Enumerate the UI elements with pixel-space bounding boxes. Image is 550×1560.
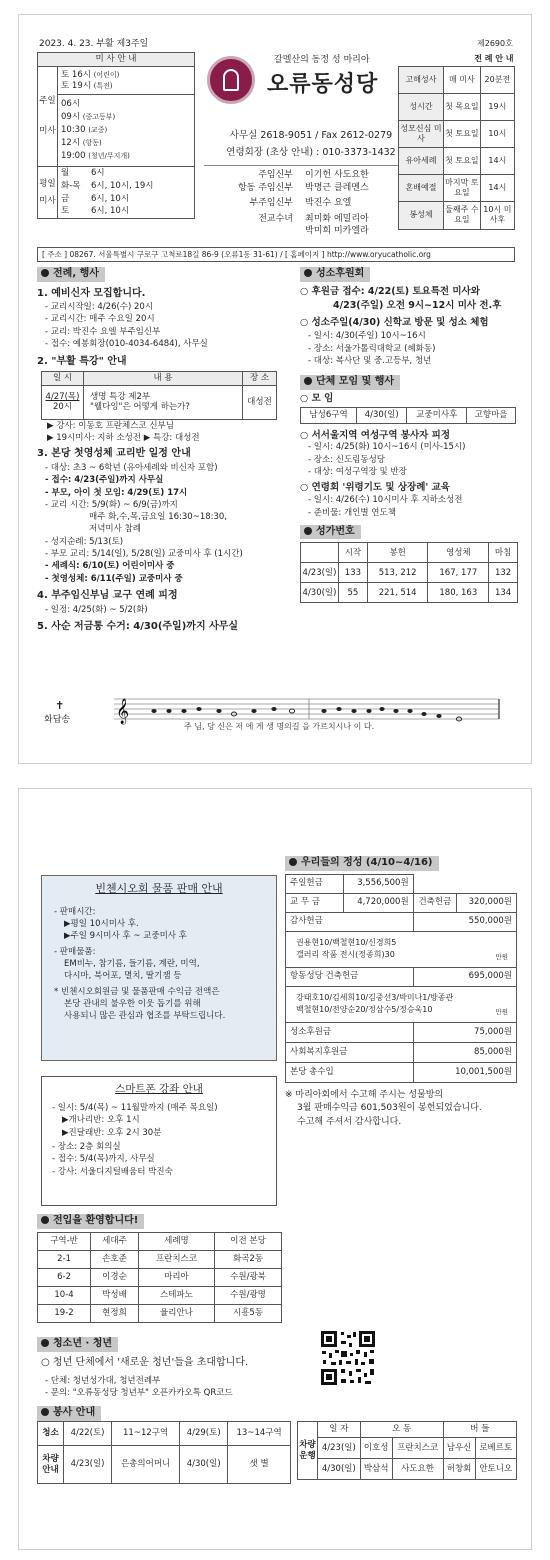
mass-schedule-table [37, 52, 195, 219]
psalm-label: 화답송 [44, 715, 71, 725]
offering-section: 우리들의 정성 (4/10~4/16) 주일헌금 3,556,500원 교 무 금 4,720,000원 건축헌금 320,000원 감사헌금 550,000원 권용현10/백철현10/신경희5 갤러리 작품 전시(정종희)30 만원 항동성당 건축헌금 695,000원 강태호10/김세희10/김중선3/박미나1/방종관 백철현10/전양순20/정삼수5/정승욱10 만원 성소후원금 75,000원 사회복지후원금 85,000원 본당 총수입 10,001,500원 ※ 마리아회에서 수고해 주시는 성물방의 3월 판매수익금 601,503원이 봉헌되었습니다. 수고해 주셔서 감사합니다. [285, 856, 517, 1129]
svg-text:주 님, 당 신은 저 에 게 생 명의길 을 가르치시: 주 님, 당 신은 저 에 게 생 명의길 을 가르치시나 이 다. [184, 722, 375, 731]
right-column: 성소후원회 ○ 후원금 접수: 4/22(토) 토요특전 미사와 4/23(주일) 오전 9시~12시 미사 전.후 ○ 성소주일(4/30) 신학교 방문 및 성소 체험 - 일시: 4/30(주일) 10시~16시 - 장소: 서울가톨릭대학교 (혜화동) - 대상: 복사단 및 중.고등부, 청년 단체 모임 및 행사 ○ 모 임 남성6구역 4/30(일) 교중미사후 고향마을 ○ 서서울지역 여성구역 봉사자 피정 - 일시: 4/25(화) 10시~16시 (미사-15시) - 장소: 신도림동성당 - 대상: 여성구역장 및 반장 ○ 연령회 '위령기도 및 상장례' 교육 - 일시: 4/26(수) 10시미사 후 지하소성전 - 준비물: 개인별 연도책 성가번호 시작 봉헌 영성체 마침 4/23(일) 133 513, 212 167, 177 132 4/30(일) 55 221, 514 180, 163 134 [300, 267, 518, 603]
sunday-masses: 06시 09시 (중고등부) 10:30 (교중) 12시 (항동) 19:00 (청년/무지개) [58, 95, 195, 167]
section-liturgy-events: 전례, 행사 [37, 267, 105, 282]
staff-list: 주임신부 이기헌 사도요한 항동 주임신부 박명근 클레멘스 부주임신부 박진수 요엘 전교수녀 최미화 에밀리아 박미희 미카엘라 [237, 170, 369, 237]
weekday-mass-label: 평일 미사 [38, 167, 58, 219]
address-bar: [ 주소 ] 08267. 서울특별시 구로구 고척로18길 86-9 (오류1동 31-61) / [ 홈페이지 ] http://www.oryucatholic.org [37, 247, 515, 262]
weekday-masses: 월 6시 화-목 6시, 10시, 19시 금 6시, 10시 토 6시, 10시 [58, 167, 195, 219]
vincent-notice: 빈첸시오회 물품 판매 안내 - 판매시간: ▶평일 10시미사 후. ▶주일 9시미사 후 ~ 교중미사 후 - 판매물품: EM비누, 참기름, 들기름, 계란, 미역, 다시마, 북어포, 멸치, 딸기잼 등 * 빈첸시오회원금 및 물품판매 수익금 전액은 본당 관내의 불우한 이웃 돕기를 위해 사용되니 많은 관심과 협조를 부탁드립니다. [41, 875, 277, 1061]
bulletin-page-2 [18, 788, 532, 1550]
parish-seal-icon [207, 56, 255, 104]
meeting-table: 남성6구역 4/30(일) 교중미사후 고향마을 [300, 407, 516, 424]
issue-number: 제2690호 [477, 39, 513, 48]
liturgy-table: 전 례 안 내 고해성사 매 미사 20분전 성시간 첫 목요일 19시 성모신심 미사 첫 토요일 10시 유아세례 첫 토요일 14시 혼배예절 마지막 토요일 14시 봉성체 둘째주 수요일 10시 미사후 [398, 52, 515, 230]
section-vocation: 성소후원회 [300, 267, 370, 282]
youth-section: 청소년 · 청년 ○ 청년 단체에서 '새로운 청년'들을 초대합니다. - 단체: 청년성가대, 청년전례부 - 문의: "오류동성당 청년부" 오픈카카오톡 QR코드 [37, 1337, 367, 1400]
music-staff [114, 691, 509, 731]
service-section: 봉사 안내 [37, 1406, 517, 1424]
parish-title: 오류동성당 [267, 72, 379, 97]
offering-note: ※ 마리아회에서 수고해 주시는 성물방의 3월 판매수익금 601,503원이 봉헌되었습니다. 수고해 주셔서 감사합니다. [285, 1089, 482, 1127]
driving-table: 차량 운행 일 자 오 동 버 들 4/23(일) 이호성 프란치스코 남우신 로베르토 4/30(일) 박삼석 사도요한 허창회 안토니오 [297, 1421, 517, 1480]
liturgy-header: 전 례 안 내 [474, 53, 514, 63]
lecture-table: 일 시 내 용 장 소 4/27(목) 20시 생명 특강 제2부 "웰다잉"은 어떻게 하는가? 대성전 [41, 371, 277, 420]
issue-date: 2023. 4. 23. 부활 제3주일 [39, 39, 149, 49]
mass-schedule-header: 미 사 안 내 [38, 53, 195, 67]
section-hymns: 성가번호 [300, 525, 361, 540]
sunday-mass-label: 주일 미사 [38, 67, 58, 167]
offering-table: 주일헌금 3,556,500원 교 무 금 4,720,000원 건축헌금 320,000원 감사헌금 550,000원 권용현10/백철현10/신경희5 갤러리 작품 전시(정종희)30 만원 항동성당 건축헌금 695,000원 강태호10/김세희10/김중선3/박미나1/방종관 백철현10/전양순20/정삼수5/정승욱10 만원 성소후원금 75,000원 사회복지후원금 85,000원 본당 총수입 10,001,500원 [285, 874, 517, 1083]
hymn-table: 시작 봉헌 영성체 마침 4/23(일) 133 513, 212 167, 177 132 4/30(일) 55 221, 514 180, 163 134 [300, 542, 518, 603]
bulletin-page-1 [18, 14, 532, 764]
saturday-masses: 토 16시 (어린이) 토 19시 (특전) [58, 67, 195, 95]
qr-code-icon[interactable] [319, 1329, 377, 1387]
left-column: 전례, 행사 1. 예비신자 모집합니다. - 교리시작일: 4/26(수) 20시 - 교리시간: 매주 수요일 20시 - 교리: 박진수 요엘 부주임신부 - 접수: 예봉회장(010-4034-6484), 사무실 2. "부활 특강" 안내 일 시 내 용 장 소 4/27(목) 20시 생명 특강 제2부 "웰다잉"은 어떻게 하는가? 대성전 ▶ 강사: 이동호 프란체스코 신부님 ▶ 19시미사: 지하 소성전 ▶ 특강: 대성전 3. 본당 첫영성체 교리반 일정 안내 - 대상: 초3 ~ 6학년 (유아세례와 비신자 포함) - 접수: 4/23(주일)까지 사무실 - 부모, 아이 첫 모임: 4/29(토) 17시 - 교리 시간: 5/9(화) ~ 6/9(금)까지 매주 화,수,목,금요일 16:30~18:30, 저녁미사 참례 - 성지순례: 5/13(토) - 부모 교리: 5/14(일), 5/28(일) 교중미사 후 (1시간) - 세례식: 6/10(토) 어린이미사 중 - 첫영성체: 6/11(주일) 교중미사 중 4. 부주임신부님 교구 연례 피정 - 일정: 4/25(화) ~ 5/2(화) 5. 사순 저금통 수거: 4/30(주일)까지 사무실 [37, 267, 292, 634]
svg-text:𝄞: 𝄞 [116, 699, 130, 724]
title-block [202, 50, 412, 120]
contact-info: 사무실 2618-9051 / Fax 2612-0279 연령회장 (초상 안내) : 010-3373-1432 [226, 130, 396, 158]
service-table: 청소 4/22(토) 11~12구역 4/29(토) 13~14구역 차량 안내 4/23(일) 은총의어머니 4/30(일) 샛 별 [37, 1421, 291, 1484]
cross-icon: ✝ [55, 699, 65, 712]
welcome-table: 구역-반 세대주 세례명 이전 본당 2-1 손호준 프란치스코 화곡2동 6-2 이경순 마리아 수원/광북 10-4 박성배 스테파노 수원/광명 19-2 현정희 율리안나 시흥5동 [37, 1232, 282, 1323]
smartphone-notice: 스마트폰 강좌 안내 - 일시: 5/4(목) ~ 11월말까지 (매주 목요일) ▶개나리반: 오후 1시 ▶진달래반: 오후 2시 30분 - 장소: 2층 회의실 - 접수: 5/4(목)까지, 사무실 - 강사: 서울디지털배움터 박진숙 [41, 1076, 277, 1206]
welcome-section: 전입을 환영합니다! 구역-반 세대주 세례명 이전 본당 2-1 손호준 프란치스코 화곡2동 6-2 이경순 마리아 수원/광북 10-4 박성배 스테파노 수원/광명 19-2 현정희 율리안나 시흥5동 [37, 1214, 282, 1323]
section-groups: 단체 모임 및 행사 [300, 375, 400, 390]
slogan: 갈멜산의 동정 성 마리아 [274, 55, 370, 65]
